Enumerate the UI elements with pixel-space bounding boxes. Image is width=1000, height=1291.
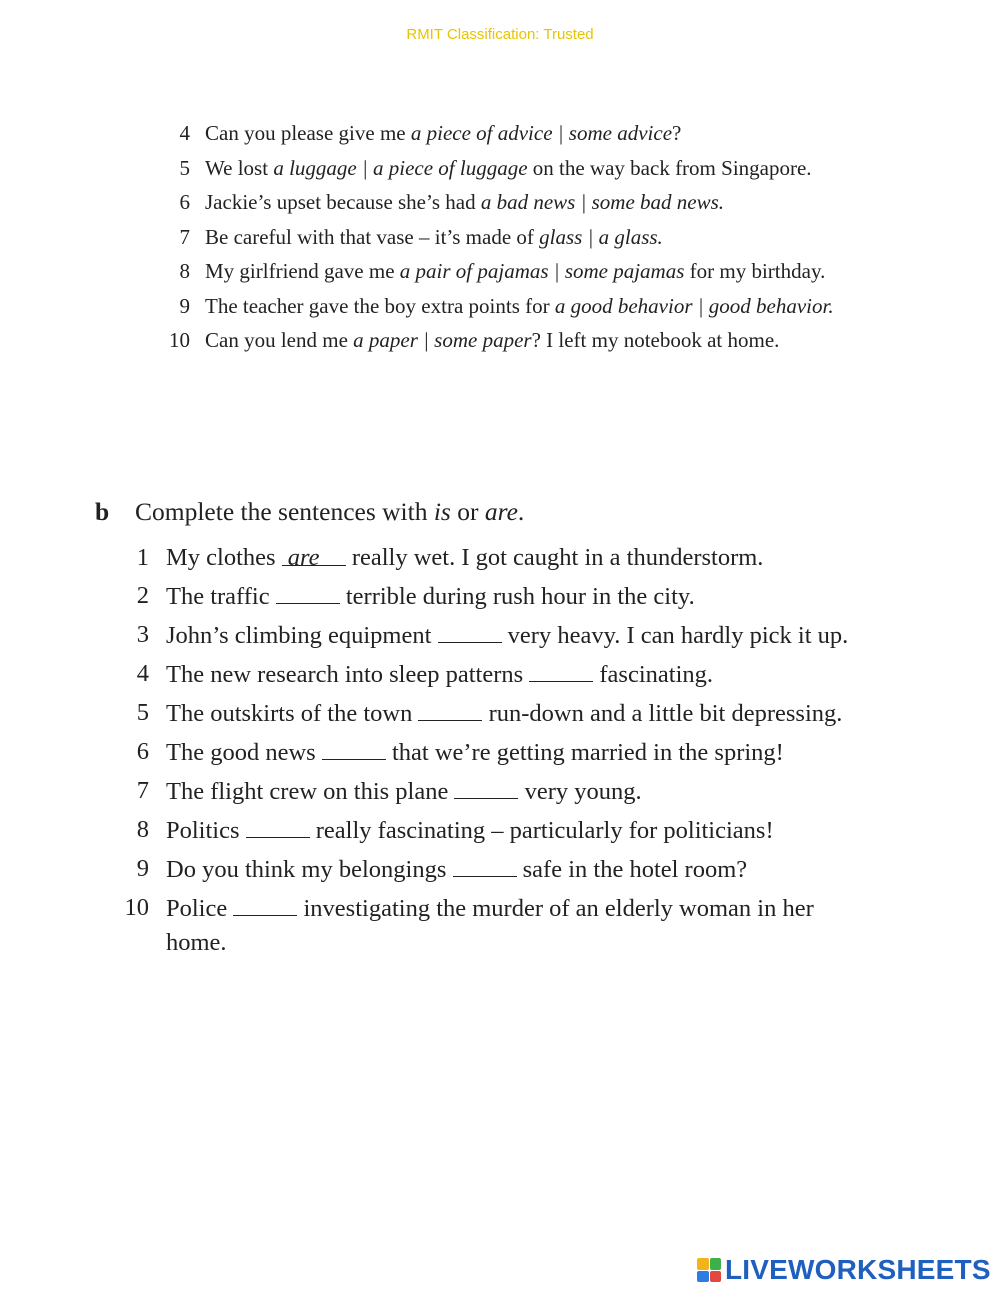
item-number: 8 [136, 816, 149, 843]
item-number: 4 [179, 121, 190, 145]
sentence-fragment: Be careful with that vase – it’s made of [205, 224, 540, 249]
exercise-a-item [158, 325, 858, 356]
sentence-after-blank: very young. [518, 778, 642, 805]
item-number: 3 [136, 621, 149, 648]
exercise-b-instruction [135, 497, 524, 526]
item-number: 6 [136, 738, 149, 765]
item-number: 5 [179, 155, 190, 180]
item-number: 9 [179, 293, 190, 318]
sentence-fragment: ? [672, 121, 682, 145]
exercise-b-item [110, 891, 870, 960]
exercise-a-item [158, 187, 858, 218]
sentence-before-blank: The traffic [166, 583, 276, 610]
exercise-b-heading [95, 495, 524, 529]
item-text [205, 190, 724, 214]
logo-tile [697, 1271, 709, 1283]
sentence-fragment: Jackie’s upset because she’s had [205, 190, 481, 214]
sentence-after-blank: fascinating. [593, 661, 714, 688]
item-number: 10 [169, 328, 190, 352]
answer-choices: a good behavior | good behavior. [554, 293, 834, 318]
answer-blank[interactable]: are [282, 541, 346, 566]
answer-blank[interactable] [276, 579, 340, 604]
exercise-b-item [110, 696, 870, 731]
sentence-after-blank: run-down and a little bit depressing. [482, 700, 843, 727]
sentence-fragment: My girlfriend gave me [205, 259, 400, 283]
answer-blank[interactable] [454, 774, 518, 799]
item-text [205, 259, 825, 283]
exercise-a-item [158, 222, 858, 253]
item-number: 7 [179, 224, 190, 249]
liveworksheets-logo [697, 1255, 991, 1285]
sentence-fragment: Can you lend me [205, 328, 354, 352]
sentence-fragment: Can you please give me [205, 121, 411, 145]
exercise-a-item [158, 291, 858, 322]
logo-tile [710, 1258, 722, 1270]
instruction-fragment: is [433, 497, 451, 526]
sentence-before-blank: The outskirts of the town [166, 700, 419, 727]
item-number: 8 [179, 259, 190, 283]
exercise-b-letter: b [95, 497, 110, 526]
item-number: 5 [136, 699, 149, 726]
liveworksheets-logo-icon [697, 1258, 721, 1282]
sentence-after-blank: safe in the hotel room? [516, 856, 748, 883]
exercise-b-item [110, 657, 870, 692]
sentence-before-blank: Politics [166, 817, 246, 844]
instruction-fragment: are [484, 497, 518, 526]
exercise-b-item [110, 618, 870, 653]
classification-label: RMIT Classification: Trusted [406, 26, 594, 43]
sentence-fragment: The teacher gave the boy extra points for [205, 293, 555, 318]
sentence-before-blank: John’s climbing equipment [166, 622, 438, 649]
sentence-after-blank: investigating the murder of an elderly woman in her home. [166, 895, 814, 956]
exercise-b-item [110, 735, 870, 770]
answer-choices: glass | a glass. [539, 224, 663, 249]
exercise-a-item [158, 153, 858, 184]
answer-blank[interactable] [322, 735, 386, 760]
sentence-after-blank: really wet. I got caught in a thunderstorm. [345, 544, 764, 571]
sentence-fragment: ? I left my notebook at home. [531, 328, 780, 352]
item-number: 1 [136, 544, 149, 571]
answer-blank[interactable] [529, 657, 593, 682]
item-number: 10 [124, 894, 149, 921]
answer-blank[interactable] [418, 696, 482, 721]
exercise-b-item [110, 774, 870, 809]
logo-tile [697, 1258, 709, 1270]
sentence-after-blank: terrible during rush hour in the city. [339, 583, 695, 610]
answer-choices: a piece of advice | some advice [410, 121, 673, 145]
sentence-before-blank: The new research into sleep patterns [166, 661, 530, 688]
sentence-before-blank: My clothes [166, 544, 282, 571]
sentence-fragment: We lost [205, 155, 274, 180]
item-number: 7 [136, 777, 149, 804]
sentence-before-blank: The good news [166, 739, 322, 766]
exercise-b-item [110, 852, 870, 887]
exercise-b-list [110, 541, 870, 964]
instruction-fragment: . [517, 497, 525, 526]
sentence-after-blank: that we’re getting married in the spring! [385, 739, 784, 766]
item-text [205, 121, 681, 145]
sentence-before-blank: Police [166, 895, 234, 922]
sentence-fragment: on the way back from Singapore. [527, 155, 812, 180]
sentence-fragment: for my birthday. [684, 259, 826, 283]
answer-blank[interactable] [453, 852, 517, 877]
exercise-b-item [110, 579, 870, 614]
answer-choices: a luggage | a piece of luggage [273, 155, 528, 180]
sentence-after-blank: really fascinating – particularly for politicians! [309, 817, 774, 844]
item-text [205, 328, 779, 352]
logo-tile [710, 1271, 722, 1283]
exercise-b-item [110, 541, 870, 575]
answer-choices: a paper | some paper [353, 328, 532, 352]
answer-choices: a pair of pajamas | some pajamas [399, 259, 685, 283]
sentence-before-blank: Do you think my belongings [166, 856, 453, 883]
instruction-fragment: Complete the sentences with [135, 497, 434, 526]
item-text [205, 225, 663, 249]
liveworksheets-brand: LIVEWORKSHEETS [725, 1254, 991, 1285]
item-number: 4 [136, 660, 149, 687]
item-number: 2 [136, 582, 149, 609]
answer-blank[interactable] [246, 813, 310, 838]
exercise-a-item [158, 256, 858, 287]
item-number: 6 [179, 190, 190, 214]
item-text [205, 156, 812, 180]
item-text [205, 294, 834, 318]
exercise-a-list [158, 118, 858, 360]
sentence-before-blank: The flight crew on this plane [166, 778, 455, 805]
item-number: 9 [136, 855, 149, 882]
answer-blank[interactable] [438, 618, 502, 643]
answer-choices: a bad news | some bad news. [480, 190, 725, 214]
instruction-fragment: or [450, 497, 485, 526]
exercise-b-item [110, 813, 870, 848]
answer-blank[interactable] [233, 891, 297, 916]
sentence-after-blank: very heavy. I can hardly pick it up. [501, 622, 849, 649]
exercise-a-item [158, 118, 858, 149]
